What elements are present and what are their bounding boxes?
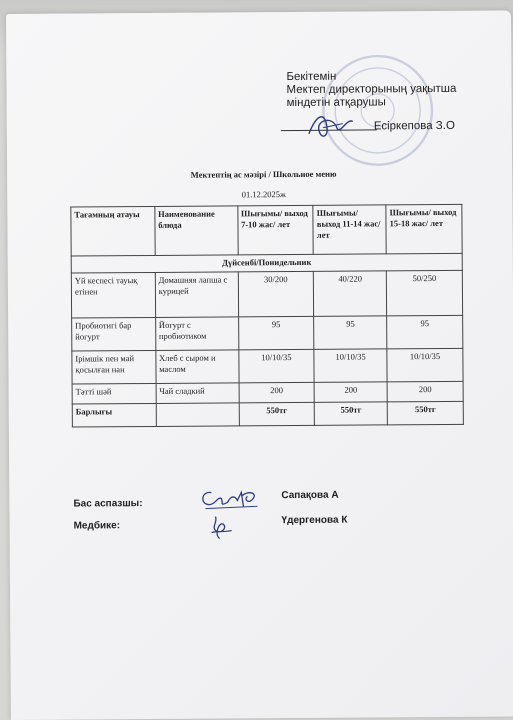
portion-15-18: 95	[387, 315, 463, 349]
nurse-label: Медбике:	[73, 520, 121, 532]
table-header-row	[71, 204, 462, 256]
portion-15-18: 50/250	[386, 270, 462, 316]
approval-line1: Бекітемін	[286, 70, 337, 84]
portion-11-14: 200	[314, 382, 387, 403]
portion-7-10: 95	[238, 316, 314, 350]
total-15-18: 550тг	[387, 401, 463, 425]
day-label: Дүйсенбі/Понидельник	[71, 253, 462, 273]
head-cook-name: Сапақова А	[281, 489, 339, 502]
dish-kz: Үй кеспесі тауық етінен	[71, 272, 155, 318]
dish-kz: Ірімшік пен май қосылған нан	[72, 350, 156, 384]
menu-date: 01.12.2025ж	[241, 189, 286, 200]
approval-line3: міндетін атқарушы	[286, 96, 386, 110]
dish-ru: Йогурт с пробиотиком	[155, 317, 238, 351]
portion-11-14: 95	[314, 316, 387, 350]
total-empty	[156, 403, 239, 427]
total-label: Барлығы	[72, 403, 156, 427]
dish-kz: Тәтті шәй	[72, 383, 156, 404]
approval-block	[286, 70, 456, 110]
header-portion-7-10: Шығымы/ выход 7-10 жас/ лет	[237, 205, 313, 255]
head-cook-label: Бас аспазшы:	[73, 498, 143, 510]
dish-ru: Домашняя лапша с курицей	[155, 272, 238, 318]
total-7-10: 550тг	[239, 402, 315, 426]
director-signature	[303, 108, 363, 144]
director-name: Есіркепова З.О	[373, 119, 455, 133]
approval-line2: Мектеп директорының уақытша	[286, 82, 457, 97]
dish-ru: Чай сладкий	[156, 383, 239, 404]
dish-kz: Пробиотигі бар йогурт	[72, 317, 156, 351]
head-cook-signature	[197, 484, 263, 514]
portion-15-18: 200	[387, 381, 463, 402]
portion-11-14: 40/220	[314, 271, 387, 317]
portion-15-18: 10/10/35	[387, 348, 463, 382]
header-dish-ru: Наименование блюда	[155, 206, 238, 256]
table-row	[71, 270, 462, 318]
total-row	[72, 401, 463, 427]
menu-title: Мектептің ас мәзірі / Школьное меню	[190, 168, 337, 180]
portion-7-10: 30/200	[238, 271, 314, 317]
header-dish-kz: Тағамның атауы	[71, 206, 155, 256]
nurse-name: Үдергенова К	[281, 514, 348, 527]
portion-7-10: 10/10/35	[238, 349, 314, 383]
header-portion-15-18: Шығымы/ выход 15-18 жас/ лет	[386, 204, 462, 254]
table-row	[72, 315, 463, 351]
document-page	[6, 10, 513, 720]
portion-7-10: 200	[239, 382, 315, 403]
table-row	[72, 348, 463, 384]
dish-ru: Хлеб с сыром и маслом	[156, 350, 239, 384]
menu-table	[70, 204, 464, 428]
table-row	[72, 381, 463, 404]
header-portion-11-14: Шығымы/ выход 11-14 жас/ лет	[313, 205, 386, 255]
nurse-signature	[205, 512, 235, 542]
portion-11-14: 10/10/35	[314, 349, 387, 383]
total-11-14: 550тг	[315, 402, 388, 426]
